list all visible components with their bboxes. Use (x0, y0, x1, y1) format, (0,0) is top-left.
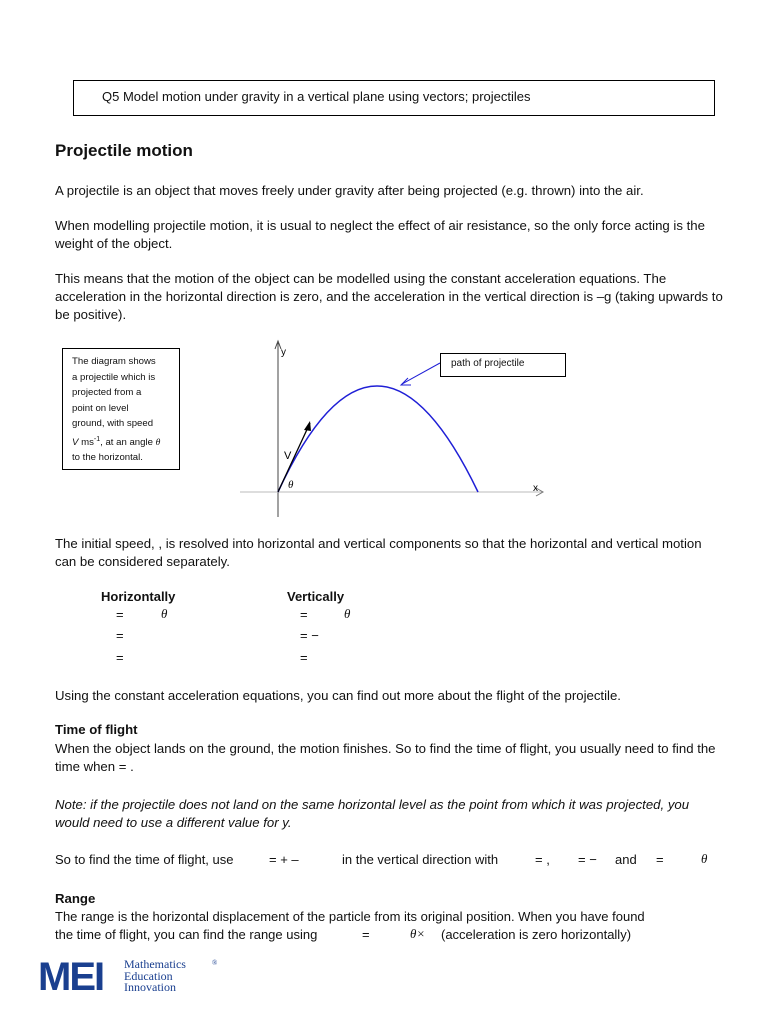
caption-v: V (72, 436, 79, 448)
caption-line: point on level (72, 402, 129, 414)
caption-line: The diagram shows (72, 356, 156, 367)
range-body-eq: = (362, 927, 370, 942)
mei-logo-registered: ® (212, 959, 218, 967)
tof-use-and: and (615, 852, 637, 867)
paragraph-acceleration: This means that the motion of the object can be modelled using the constant acceleration equations. The acceleration in the horizontal direction is zero, and the acceleration in the vertical direction is –g (taking upwards to be positive). (55, 271, 723, 322)
y-axis-label: y (281, 347, 286, 358)
caption-line: a projectile which is (72, 371, 156, 383)
time-of-flight-body: When the object lands on the ground, the motion finishes. So to find the time of flight, you usually need to find the time when = . (55, 741, 716, 774)
tof-use-eq2: = , (535, 852, 550, 867)
topic-header-text: Q5 Model motion under gravity in a vertical plane using vectors; projectiles (102, 89, 531, 104)
range-heading: Range (55, 891, 96, 906)
path-pointer (402, 363, 440, 384)
horizontal-heading: Horizontally (101, 589, 176, 604)
time-of-flight-note: Note: if the projectile does not land on the same horizontal level as the point from which it was projected, you would need to use a different value for y. (55, 797, 690, 830)
velocity-label: V (284, 450, 292, 462)
range-body-suffix: (acceleration is zero horizontally) (441, 927, 632, 942)
h-theta: θ (161, 606, 168, 621)
caption-line-speed (72, 432, 175, 451)
v-equation-2: = − (300, 628, 319, 643)
mei-logo (38, 956, 228, 996)
tof-use-equation: = + – (269, 852, 299, 867)
caption-line: ground, with speed (72, 418, 154, 429)
caption-exp: -1 (93, 435, 101, 443)
h-equation-3: = (116, 650, 124, 665)
projectile-path (278, 386, 478, 492)
x-axis-label: x (533, 483, 538, 494)
caption-angle: , at an angle (100, 436, 156, 448)
range-body-theta: θ× (410, 926, 426, 941)
diagram-caption-box (62, 348, 180, 470)
mei-logo-line3: Innovation (124, 980, 176, 994)
range-body-prefix: the time of flight, you can find the range using (55, 927, 318, 942)
paragraph-air-resistance: When modelling projectile motion, it is usual to neglect the effect of air resistance, so the only force acting is the weight of the object. (55, 218, 705, 251)
tof-use-theta: θ (701, 851, 708, 866)
time-of-flight-heading: Time of flight (55, 722, 138, 737)
mei-logo-letters: MEI (38, 956, 104, 996)
v-equation-1: = (300, 607, 308, 622)
caption-line: to the horizontal. (72, 452, 143, 464)
angle-label: θ (288, 479, 294, 491)
velocity-arrow-icon (304, 421, 311, 431)
caption-ms: ms (78, 436, 94, 448)
h-equation-1: = (116, 607, 124, 622)
h-equation-2: = (116, 628, 124, 643)
tof-use-prefix: So to find the time of flight, use (55, 852, 234, 867)
tof-use-eq4: = (656, 852, 664, 867)
range-body-line1: The range is the horizontal displacement of the particle from its original position. When you have found (55, 909, 645, 924)
paragraph-using: Using the constant acceleration equations, you can find out more about the flight of the projectile. (55, 688, 621, 703)
mei-logo-line1: Mathematics (124, 957, 186, 971)
topic-header-box (73, 80, 715, 116)
velocity-vector (278, 423, 310, 492)
caption-line: projected from a (72, 387, 142, 398)
path-label-box: path of projectile (440, 353, 566, 377)
page-title: Projectile motion (55, 141, 193, 160)
v-equation-3: = (300, 650, 308, 665)
vertical-heading: Vertically (287, 589, 345, 604)
v-theta: θ (344, 606, 351, 621)
tof-use-eq3: = − (578, 852, 597, 867)
paragraph-resolve: The initial speed, , is resolved into horizontal and vertical components so that the horizontal and vertical motion can be considered separately. (55, 536, 702, 569)
mei-logo-line2: Education (124, 969, 173, 983)
tof-use-mid: in the vertical direction with (342, 852, 499, 867)
caption-theta: θ (155, 436, 161, 448)
paragraph-definition: A projectile is an object that moves freely under gravity after being projected (e.g. thrown) into the air. (55, 183, 644, 198)
